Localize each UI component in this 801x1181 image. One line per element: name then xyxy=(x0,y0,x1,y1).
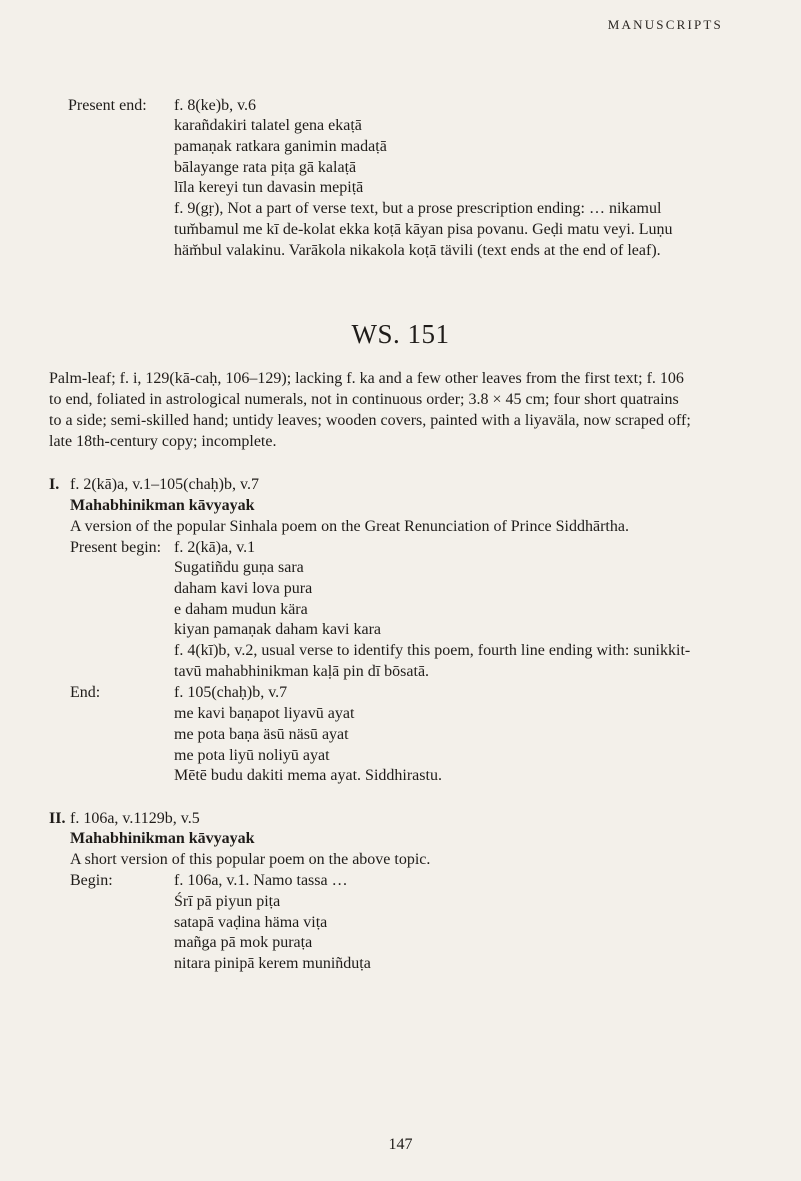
present-end-line: f. 9(gṛ), Not a part of verse text, but a prose prescription ending: … nikamul xyxy=(174,200,662,217)
manuscript-title: WS. 151 xyxy=(351,319,450,349)
section-2-begin-line: f. 106a, v.1. Namo tassa … xyxy=(174,872,348,889)
description-line: Palm-leaf; f. i, 129(kā-caḥ, 106–129); lacking f. ka and a few other leaves from the first text; f. 106 xyxy=(49,370,684,387)
section-1-begin-label: Present begin: xyxy=(70,539,162,556)
present-end-line: bālayange rata piṭa gā kalaṭā xyxy=(174,159,357,176)
section-1-end-label: End: xyxy=(70,684,101,701)
description-line: late 18th-century copy; incomplete. xyxy=(49,433,277,450)
section-1-end-line: me kavi baṇapot liyavū ayat xyxy=(174,705,355,722)
section-2-begin-line: mañga pā mok puraṭa xyxy=(174,934,313,951)
section-1-begin-line: Sugatiñdu guṇa sara xyxy=(174,559,304,576)
section-2-begin-label: Begin: xyxy=(70,872,113,889)
description-line: to a side; semi-skilled hand; untidy leaves; wooden covers, painted with a liyaväla, now scraped off; xyxy=(49,412,691,429)
section-2-begin-line: satapā vaḍina häma viṭa xyxy=(174,914,328,931)
section-1-end-line: f. 105(chaḥ)b, v.7 xyxy=(174,684,288,701)
present-end-line: karañdakiri talatel gena ekaṭā xyxy=(174,117,362,134)
present-end-line: häm̆bul valakinu. Varākola nikakola koṭā tävili (text ends at the end of leaf). xyxy=(174,242,661,259)
section-1-begin-line: f. 4(kī)b, v.2, usual verse to identify this poem, fourth line ending with: sunikkit- xyxy=(174,642,691,659)
section-1-begin-line: daham kavi lova pura xyxy=(174,580,313,597)
section-2-begin-line: nitara pinipā kerem muniñduṭa xyxy=(174,955,371,972)
present-end-line: f. 8(ke)b, v.6 xyxy=(174,97,257,114)
present-end-label: Present end: xyxy=(68,97,147,114)
section-2-begin-line: Śrī pā piyun piṭa xyxy=(174,893,281,910)
running-header: MANUSCRIPTS xyxy=(607,17,723,32)
present-end-line: pamaṇak ratkara ganimin madaṭā xyxy=(174,138,387,155)
section-2-title: Mahabhinikman kāvyayak xyxy=(70,830,255,847)
section-1-begin-line: e daham mudun kära xyxy=(174,601,308,618)
section-1-begin-line: kiyan pamaṇak daham kavi kara xyxy=(174,621,382,638)
section-1-begin-line: tavū mahabhinikman kaḷā pin dī bōsatā. xyxy=(174,663,430,680)
section-1-numeral: I. xyxy=(49,476,60,493)
section-1-description: A version of the popular Sinhala poem on the Great Renunciation of Prince Siddhārtha. xyxy=(70,518,629,535)
section-1-folio: f. 2(kā)a, v.1–105(chaḥ)b, v.7 xyxy=(70,476,259,493)
description-line: to end, foliated in astrological numerals, not in continuous order; 3.8 × 45 cm; four short quatrains xyxy=(49,391,679,408)
section-1-end-line: Mētē budu dakiti mema ayat. Siddhirastu. xyxy=(174,767,442,784)
section-2-description: A short version of this popular poem on the above topic. xyxy=(70,851,431,868)
section-1-end-line: me pota baṇa äsū näsū ayat xyxy=(174,726,349,743)
present-end-line: līla kereyi tun davasin mepiṭā xyxy=(174,179,364,196)
present-end-line: tum̆bamul me kī de-kolat ekka koṭā kāyan pisa povanu. Geḍi matu veyi. Luṇu xyxy=(174,221,673,238)
page-number: 147 xyxy=(388,1136,413,1153)
section-2-numeral: II. xyxy=(49,810,66,827)
section-2-folio: f. 106a, v.1129b, v.5 xyxy=(70,810,200,827)
section-1-begin-line: f. 2(kā)a, v.1 xyxy=(174,539,256,556)
section-1-title: Mahabhinikman kāvyayak xyxy=(70,497,255,514)
section-1-end-line: me pota liyū noliyū ayat xyxy=(174,747,330,764)
